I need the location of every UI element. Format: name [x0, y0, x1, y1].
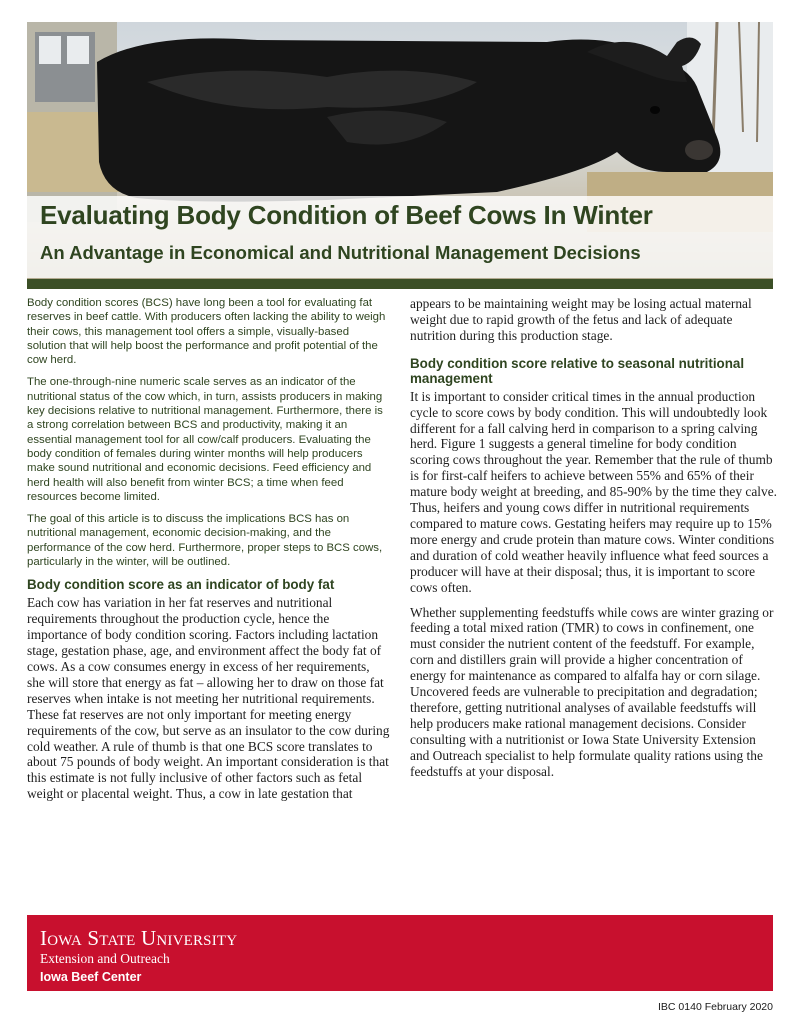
- intro-paragraph-1: Body condition scores (BCS) have long been a tool for evaluating fat reserves in beef cattle. With producers often lacking the ability to weigh their cows, this management tool offers a simple, visually-based solution that will help boost the performance and profit potential of the cow herd.: [27, 297, 386, 367]
- body-fat-paragraph: Each cow has variation in her fat reserves and nutritional requirements throughout the production cycle, hence the importance of body condition scoring. Factors including lactation stage, gestation phase, age, and environment affect the body fat of cows. As a cow consumes energy in excess of her requirements, she will store that energy as fat – allowing her to draw on those fat reserves when intake is not meeting her nutritional requirements. These fat reserves are not only important for meeting energy requirements of the cow, but serve as an insulator to the cow during cold weather. A rule of thumb is that one BCS score translates to about 75 pounds of body weight. An important consideration is that this estimate is not fully inclusive of other factors such as fetal weight or placental weight. Thus, a cow in late gestation that: [27, 595, 390, 802]
- page-title: Evaluating Body Condition of Beef Cows In Winter: [40, 200, 653, 230]
- continuation-paragraph: appears to be maintaining weight may be losing actual maternal weight due to rapid growth of the fetus and lack of adequate nutrition during this production stage.: [410, 296, 752, 343]
- section-heading-body-fat: Body condition score as an indicator of body fat: [27, 577, 335, 593]
- extension-label: Extension and Outreach: [40, 951, 170, 966]
- left-column: [27, 296, 390, 811]
- right-column: [410, 296, 778, 788]
- section-heading-seasonal: Body condition score relative to seasonal nutritional management: [410, 355, 745, 386]
- publication-id: IBC 0140 February 2020: [658, 1001, 773, 1013]
- feedstuffs-paragraph: Whether supplementing feedstuffs while cows are winter grazing or feeding a total mixed ration (TMR) to cows in confinement, one must consider the nutrient content of the feedstuff. For example, corn and distillers grain will provide a higher concentration of energy for maintenance as compared to alfalfa hay or corn silage. Uncovered feeds are vulnerable to precipitation and degradation; therefore, getting nutritional analyses of available feedstuffs will help producers make rational management decisions. Consider consulting with a nutritionist or Iowa State University Extension and Outreach specialist to help formulate quality rations using the feedstuffs at your disposal.: [410, 604, 774, 779]
- title-divider: [27, 279, 773, 289]
- intro-paragraph-3: The goal of this article is to discuss the implications BCS has on nutritional management, economic decision-making, and the performance of the cow herd. Furthermore, proper steps to BCS cows, particularly in the winter, will be outlined.: [27, 513, 383, 569]
- page-subtitle: An Advantage in Economical and Nutritional Management Decisions: [40, 242, 641, 263]
- seasonal-paragraph: It is important to consider critical times in the annual production cycle to score cows by body condition. This will undoubtedly look different for a fall calving herd in comparison to a spring calving herd. Figure 1 suggests a general timeline for body condition scoring cows throughout the year. Remember that the rule of thumb is for first-calf heifers to achieve between 55% and 65% of their mature body weight at breeding, and 85-90% by the time they calve. Thus, heifers and young cows differ in nutritional requirements compared to mature cows. Gestating heifers may require up to 15% more energy and crude protein than mature cows. Winter conditions and duration of cold weather heavily influence what feed sources a producer will have at their disposal; thus, it is important to score cows often.: [410, 388, 778, 595]
- university-wordmark: Iowa State University: [40, 926, 238, 950]
- intro-paragraph-2: The one-through-nine numeric scale serves as an indicator of the nutritional status of the cow which, in turn, assists producers in making key decisions relative to nutritional management. Furthermore, there is a strong correlation between BCS and productivity, making it an essential management tool for all cow/calf producers. Evaluating the body condition of females during winter months will help producers make sound nutritional and economic decisions. Feed efficiency and herd health will also benefit from winter BCS; a time when feed resources become limited.: [27, 376, 383, 503]
- center-label: Iowa Beef Center: [40, 970, 142, 984]
